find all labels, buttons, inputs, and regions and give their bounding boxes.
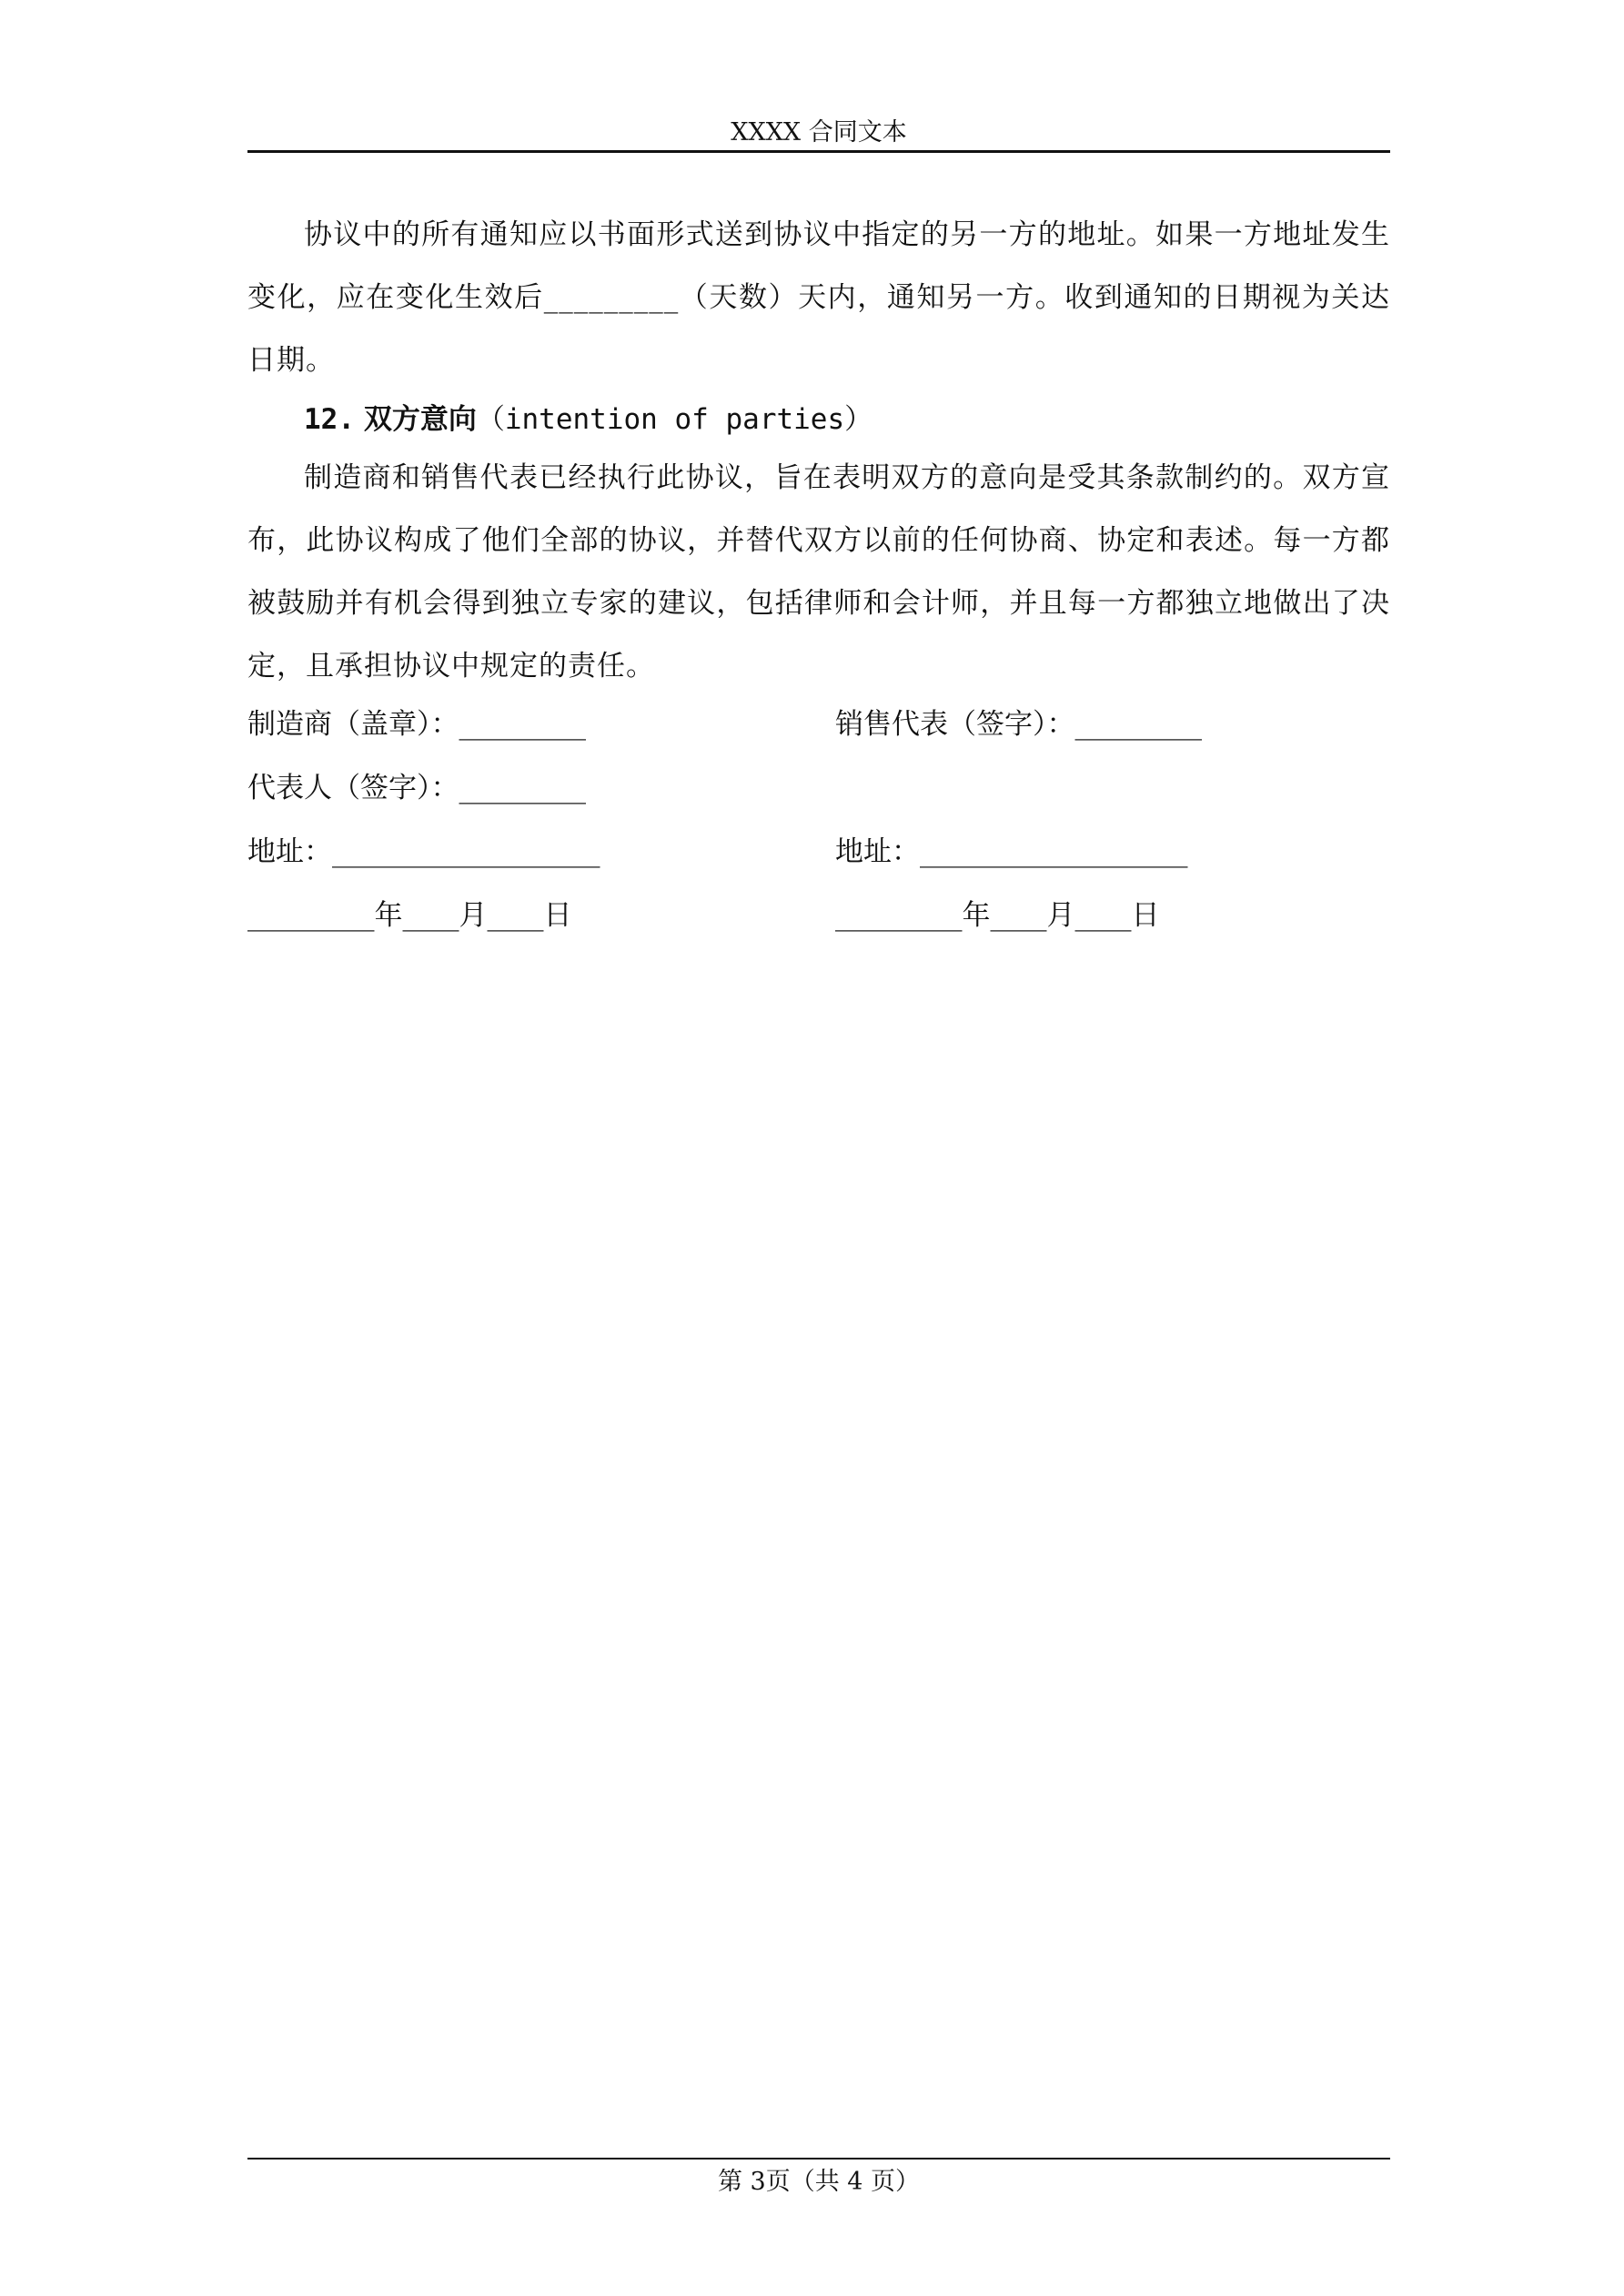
section-title-en: （intention of parties）	[476, 403, 873, 436]
signature-row-2	[247, 764, 1390, 828]
signature-row-4	[247, 892, 1390, 956]
address-right-field: 地址：___________________	[835, 835, 1188, 868]
footer-divider	[247, 2158, 1390, 2159]
section-number: 12.	[304, 403, 355, 436]
sales-rep-sign-field: 销售代表（签字）：_________	[835, 708, 1202, 741]
page-header-title: XXXX 合同文本	[731, 118, 907, 147]
date-right-field: _________年____月____日	[835, 899, 1160, 932]
date-left-field: _________年____月____日	[247, 899, 572, 932]
header-divider	[247, 150, 1390, 153]
intention-paragraph: 制造商和销售代表已经执行此协议，旨在表明双方的意向是受其条款制约的。双方宣布，此协议构成了他们全部的协议，并替代双方以前的任何协商、协定和表述。每一方都被鼓励并有机会得到独立专家的建议，包括律师和会计师，并且每一方都独立地做出了决定，且承担协议中规定的责任。	[247, 461, 1390, 683]
address-left-field: 地址：___________________	[247, 835, 600, 868]
notice-paragraph: 协议中的所有通知应以书面形式送到协议中指定的另一方的地址。如果一方地址发生变化，应在变化生效后_________（天数）天内，通知另一方。收到通知的日期视为关达日期。	[247, 218, 1390, 377]
representative-sign-field: 代表人（签字）：_________	[247, 772, 586, 804]
section-title-zh: 双方意向	[363, 403, 477, 436]
section-12-heading	[247, 392, 1390, 447]
signature-block	[247, 701, 1390, 956]
document-body	[247, 204, 1390, 698]
signature-row-1	[247, 701, 1390, 764]
manufacturer-seal-field: 制造商（盖章）：_________	[247, 708, 586, 741]
page-number: 第 3页（共 4 页）	[717, 2168, 921, 2196]
signature-row-3	[247, 828, 1390, 892]
